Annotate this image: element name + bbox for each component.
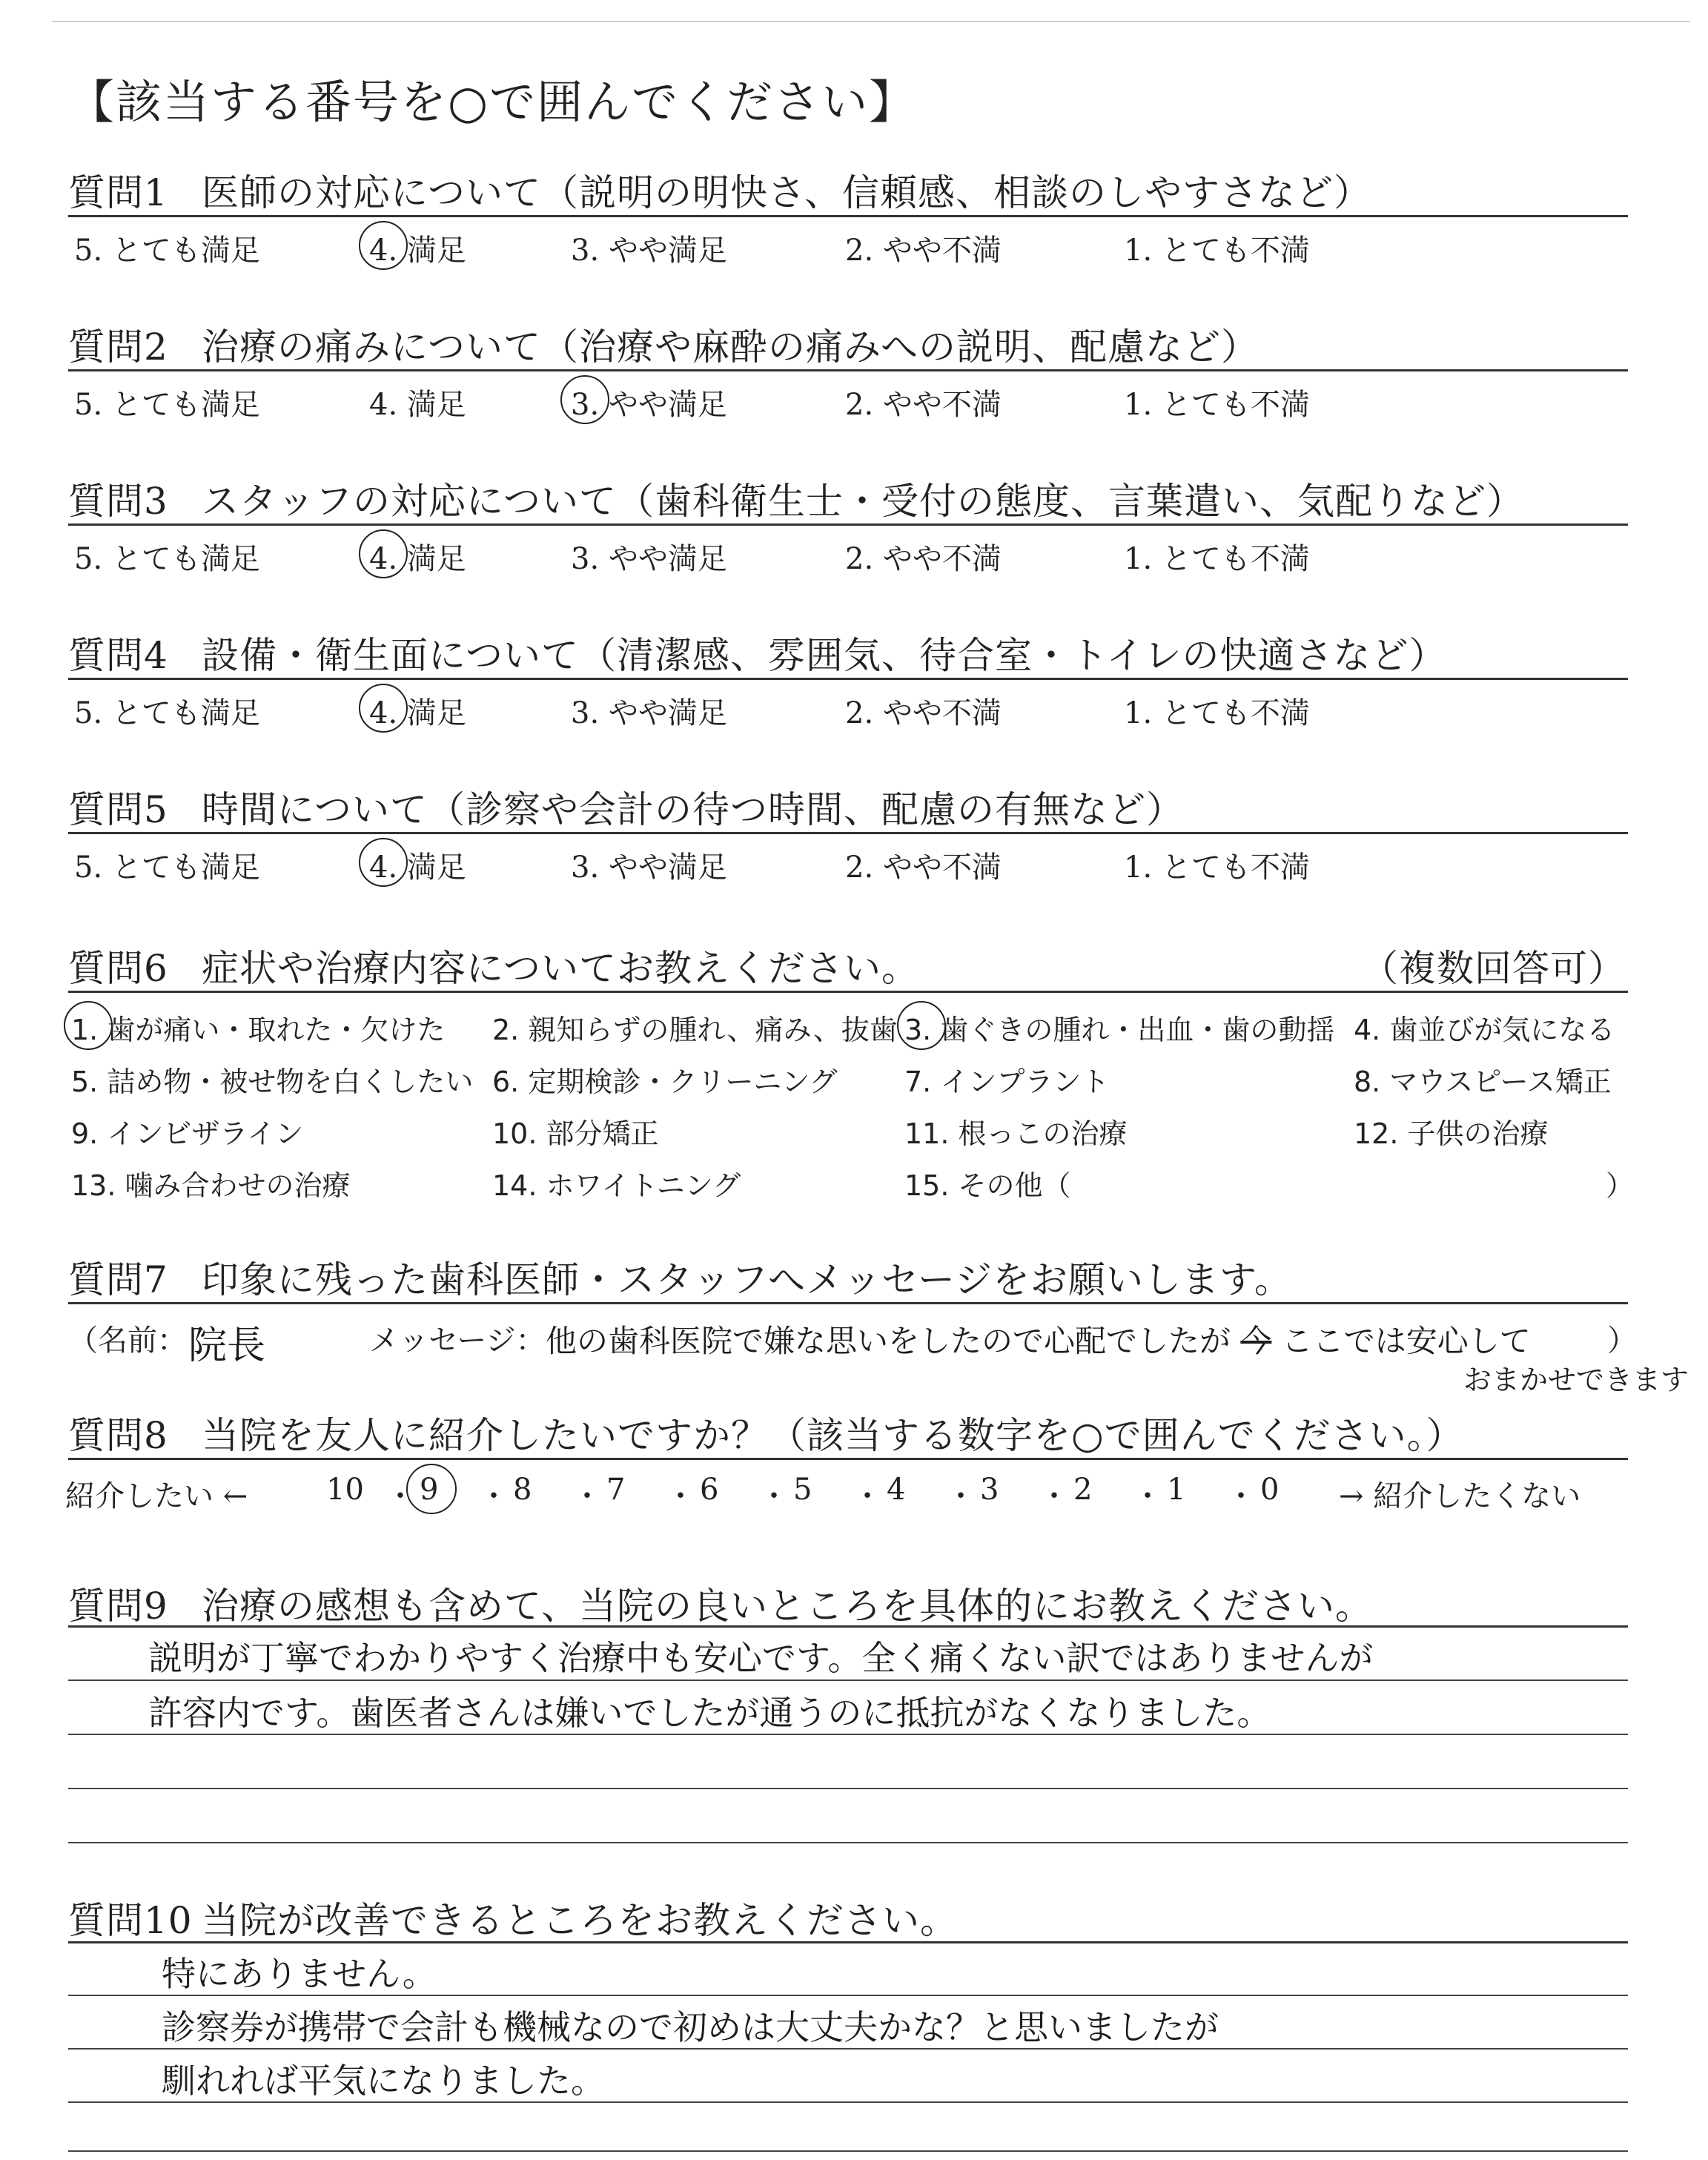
selection-circle bbox=[359, 221, 408, 270]
q5-option-2[interactable]: 2. やや不満 bbox=[845, 851, 1002, 885]
q5-number: 質問5 bbox=[68, 788, 168, 831]
q6-option-12[interactable]: 12. 子供の治療 bbox=[1354, 1117, 1549, 1150]
q8-scale-3[interactable]: 3 bbox=[980, 1473, 999, 1507]
q6-option-2[interactable]: 2. 親知らずの腫れ、痛み、抜歯 bbox=[492, 1014, 898, 1046]
q8-scale-separator: ・ bbox=[1226, 1479, 1256, 1513]
q1-number: 質問1 bbox=[68, 171, 168, 214]
q3-option-2[interactable]: 2. やや不満 bbox=[845, 542, 1002, 576]
q10-answer-line[interactable]: 診察券が携帯で会計も機械なので初めは大丈夫かな？と思いましたが bbox=[162, 2007, 1219, 2047]
q2-heading bbox=[68, 317, 1259, 371]
q6-option-15[interactable]: 15. その他（ bbox=[904, 1169, 1071, 1202]
q8-number: 質問8 bbox=[68, 1414, 168, 1457]
q8-scale-1[interactable]: 1 bbox=[1167, 1473, 1186, 1507]
q1-option-1[interactable]: 1. とても不満 bbox=[1124, 234, 1310, 268]
q6-option-1[interactable]: 1. 歯が痛い・取れた・欠けた bbox=[71, 1014, 446, 1046]
q8-scale-8[interactable]: 8 bbox=[513, 1473, 532, 1507]
q7-message-line1[interactable] bbox=[546, 1317, 1531, 1361]
q8-scale-separator: ・ bbox=[759, 1479, 789, 1513]
selection-circle bbox=[897, 1001, 946, 1050]
q7-message-text-b: ここでは安心して bbox=[1281, 1323, 1531, 1359]
q8-scale-separator: ・ bbox=[385, 1479, 415, 1513]
top-border bbox=[52, 21, 1690, 22]
q6-option-3[interactable]: 3. 歯ぐきの腫れ・出血・歯の動揺 bbox=[904, 1014, 1335, 1046]
q10-rule bbox=[68, 1941, 1628, 1943]
q6-option-5[interactable]: 5. 詰め物・被せ物を白くしたい bbox=[71, 1066, 474, 1098]
q8-scale-0[interactable]: 0 bbox=[1260, 1473, 1280, 1507]
q8-scale-9[interactable]: 9 bbox=[420, 1473, 439, 1507]
q6-option-7[interactable]: 7. インプラント bbox=[904, 1066, 1110, 1098]
q4-option-4[interactable]: 4. 満足 bbox=[369, 696, 466, 730]
q2-option-2[interactable]: 2. やや不満 bbox=[845, 388, 1002, 422]
selection-circle bbox=[64, 1001, 113, 1050]
q9-number: 質問9 bbox=[68, 1585, 168, 1628]
q9-text: 治療の感想も含めて、当院の良いところを具体的にお教えください。 bbox=[202, 1585, 1373, 1628]
q9-heading bbox=[68, 1576, 1373, 1630]
selection-circle bbox=[359, 838, 408, 887]
q6-option-8[interactable]: 8. マウスピース矯正 bbox=[1354, 1066, 1612, 1098]
q3-rule bbox=[68, 524, 1628, 526]
q7-text: 印象に残った歯科医師・スタッフへメッセージをお願いします。 bbox=[202, 1258, 1292, 1301]
q5-heading bbox=[68, 780, 1184, 833]
q8-scale-separator: ・ bbox=[572, 1479, 602, 1513]
q2-option-1[interactable]: 1. とても不満 bbox=[1124, 388, 1310, 422]
q8-scale-separator: ・ bbox=[666, 1479, 695, 1513]
q8-scale-2[interactable]: 2 bbox=[1073, 1473, 1093, 1507]
q10-number: 質問10 bbox=[68, 1899, 193, 1942]
q2-option-3[interactable]: 3. やや満足 bbox=[571, 388, 727, 422]
q2-number: 質問2 bbox=[68, 326, 168, 369]
selection-circle bbox=[560, 375, 609, 424]
q2-rule bbox=[68, 369, 1628, 371]
q1-option-2[interactable]: 2. やや不満 bbox=[845, 234, 1002, 268]
q6-option-6[interactable]: 6. 定期検診・クリーニング bbox=[492, 1066, 838, 1098]
q8-scale-separator: ・ bbox=[1039, 1479, 1069, 1513]
q3-option-1[interactable]: 1. とても不満 bbox=[1124, 542, 1310, 576]
q6-rule bbox=[68, 991, 1628, 993]
q6-option-13[interactable]: 13. 噛み合わせの治療 bbox=[71, 1169, 351, 1202]
q1-heading bbox=[68, 163, 1371, 217]
q7-message-label: メッセージ： bbox=[369, 1324, 546, 1358]
selection-circle bbox=[359, 529, 408, 578]
q3-text: スタッフの対応について（歯科衛生士・受付の態度、言葉遣い、気配りなど） bbox=[202, 480, 1524, 523]
q6-option-9[interactable]: 9. インビザライン bbox=[71, 1117, 304, 1150]
q6-option-14[interactable]: 14. ホワイトニング bbox=[492, 1169, 741, 1202]
selection-circle bbox=[406, 1464, 457, 1514]
q5-option-5[interactable]: 5. とても満足 bbox=[74, 851, 260, 885]
q9-answer-line[interactable]: 説明が丁寧でわかりやすく治療中も安心です。全く痛くない訳ではありませんが bbox=[148, 1638, 1374, 1678]
q6-note: （複数回答可） bbox=[1361, 947, 1626, 990]
q10-text: 当院が改善できるところをお教えください。 bbox=[202, 1899, 958, 1942]
q8-rule bbox=[68, 1458, 1628, 1460]
q1-rule bbox=[68, 215, 1628, 217]
q9-write-line bbox=[68, 1842, 1628, 1843]
q2-option-5[interactable]: 5. とても満足 bbox=[74, 388, 260, 422]
q6-other-close: ） bbox=[1606, 1169, 1635, 1202]
q4-option-2[interactable]: 2. やや不満 bbox=[845, 696, 1002, 730]
q9-write-line bbox=[68, 1788, 1628, 1789]
q1-option-4[interactable]: 4. 満足 bbox=[369, 234, 466, 268]
q7-message-line2[interactable]: おまかせできます bbox=[1463, 1364, 1689, 1396]
q8-scale-4[interactable]: 4 bbox=[887, 1473, 906, 1507]
q5-option-4[interactable]: 4. 満足 bbox=[369, 851, 466, 885]
q7-rule bbox=[68, 1302, 1628, 1304]
q6-text: 症状や治療内容についてお教えください。 bbox=[202, 947, 919, 990]
q10-heading bbox=[68, 1891, 958, 1944]
q2-text: 治療の痛みについて（治療や麻酔の痛みへの説明、配慮など） bbox=[202, 326, 1259, 369]
q4-option-5[interactable]: 5. とても満足 bbox=[74, 696, 260, 730]
q9-answer-line[interactable]: 許容内です。歯医者さんは嫌いでしたが通うのに抵抗がなくなりました。 bbox=[148, 1693, 1271, 1733]
q7-number: 質問7 bbox=[68, 1258, 168, 1301]
q8-scale-separator: ・ bbox=[479, 1479, 509, 1513]
q8-right-label: → 紹介したくない bbox=[1339, 1479, 1581, 1513]
q8-scale-separator: ・ bbox=[853, 1479, 882, 1513]
q10-write-line bbox=[68, 2150, 1628, 2152]
q7-message-text: 他の歯科医院で嫌な思いをしたので心配でしたが bbox=[546, 1323, 1231, 1359]
q8-scale-6[interactable]: 6 bbox=[700, 1473, 719, 1507]
q7-name-label: （名前： bbox=[68, 1324, 187, 1358]
q1-text: 医師の対応について（説明の明快さ、信頼感、相談のしやすさなど） bbox=[202, 171, 1371, 214]
q4-option-3[interactable]: 3. やや満足 bbox=[571, 696, 727, 730]
q5-option-3[interactable]: 3. やや満足 bbox=[571, 851, 727, 885]
q6-option-4[interactable]: 4. 歯並びが気になる bbox=[1354, 1014, 1615, 1046]
q4-heading bbox=[68, 626, 1447, 679]
q8-left-label: 紹介したい ← bbox=[65, 1479, 248, 1513]
q1-option-3[interactable]: 3. やや満足 bbox=[571, 234, 727, 268]
q5-text: 時間について（診察や会計の待つ時間、配慮の有無など） bbox=[202, 788, 1184, 831]
q1-option-5[interactable]: 5. とても満足 bbox=[74, 234, 260, 268]
q2-option-4[interactable]: 4. 満足 bbox=[369, 388, 466, 422]
q8-scale-separator: ・ bbox=[1133, 1479, 1162, 1513]
q8-heading bbox=[68, 1406, 1464, 1459]
q7-heading bbox=[68, 1250, 1292, 1304]
q6-number: 質問6 bbox=[68, 947, 168, 990]
q6-option-10[interactable]: 10. 部分矯正 bbox=[492, 1117, 659, 1150]
q10-answer-line[interactable]: 馴れれば平気になりました。 bbox=[162, 2061, 605, 2101]
q4-text: 設備・衛生面について（清潔感、雰囲気、待合室・トイレの快適さなど） bbox=[202, 634, 1447, 677]
q10-answer-line[interactable]: 特にありません。 bbox=[162, 1954, 437, 1994]
q7-message-struck: 今 bbox=[1240, 1323, 1272, 1359]
q3-option-4[interactable]: 4. 満足 bbox=[369, 542, 466, 576]
q5-option-1[interactable]: 1. とても不満 bbox=[1124, 851, 1310, 885]
q3-option-5[interactable]: 5. とても満足 bbox=[74, 542, 260, 576]
q4-option-1[interactable]: 1. とても不満 bbox=[1124, 696, 1310, 730]
q4-number: 質問4 bbox=[68, 634, 168, 677]
q8-scale-10[interactable]: 10 bbox=[326, 1473, 364, 1507]
selection-circle bbox=[359, 684, 408, 733]
q6-heading bbox=[68, 939, 919, 992]
q3-number: 質問3 bbox=[68, 480, 168, 523]
q7-name-value[interactable]: 院長 bbox=[188, 1324, 266, 1368]
q6-option-11[interactable]: 11. 根っこの治療 bbox=[904, 1117, 1128, 1150]
q7-message-close: ） bbox=[1607, 1324, 1637, 1358]
q8-scale-separator: ・ bbox=[946, 1479, 976, 1513]
q3-heading bbox=[68, 472, 1524, 525]
q3-option-3[interactable]: 3. やや満足 bbox=[571, 542, 727, 576]
q8-text: 当院を友人に紹介したいですか？（該当する数字を○で囲んでください。） bbox=[202, 1414, 1464, 1457]
q9-rule bbox=[68, 1625, 1628, 1628]
q8-scale-5[interactable]: 5 bbox=[793, 1473, 812, 1507]
page-title: 【該当する番号を○で囲んでください】 bbox=[68, 75, 917, 129]
q5-rule bbox=[68, 832, 1628, 834]
q4-rule bbox=[68, 678, 1628, 680]
q8-scale-7[interactable]: 7 bbox=[606, 1473, 626, 1507]
